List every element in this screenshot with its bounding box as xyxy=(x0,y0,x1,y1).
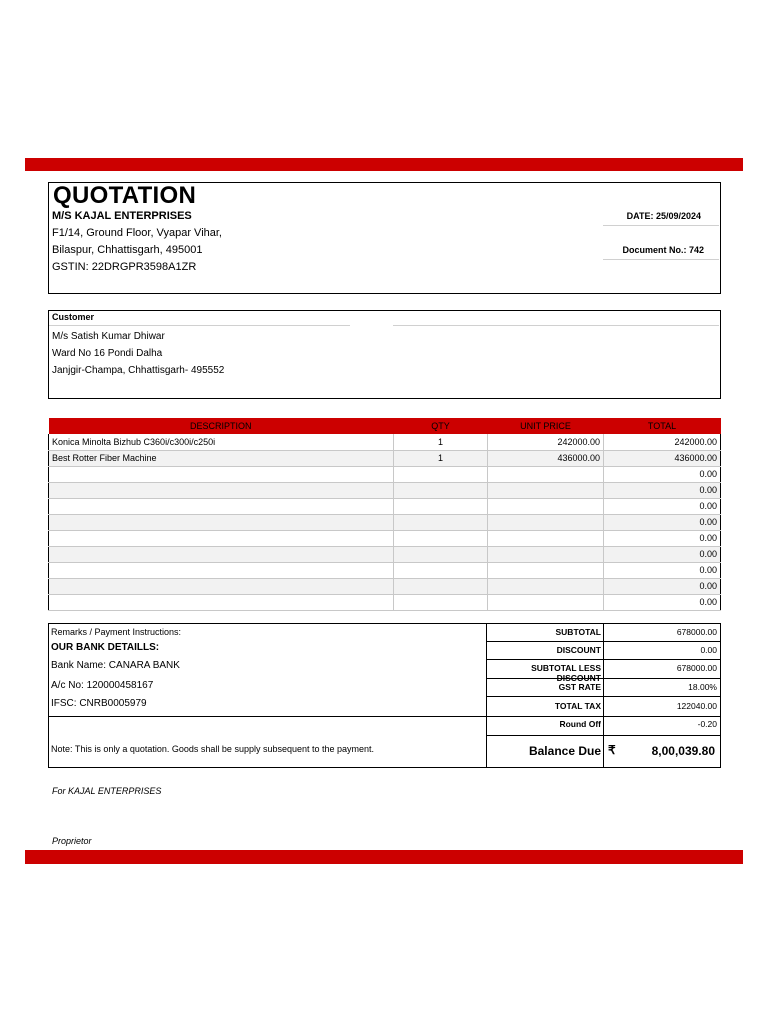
item-qty xyxy=(394,562,488,578)
customer-heading: Customer xyxy=(52,312,95,322)
discount-value: 0.00 xyxy=(603,641,721,660)
item-unit-price xyxy=(488,546,604,562)
remarks-heading: Remarks / Payment Instructions: xyxy=(51,627,182,637)
bank-account-number: A/c No: 120000458167 xyxy=(51,680,154,691)
balance-due-label: Balance Due xyxy=(528,744,601,758)
remarks-divider xyxy=(49,716,486,717)
col-qty-header: QTY xyxy=(394,418,488,434)
item-total: 0.00 xyxy=(604,482,721,498)
item-unit-price xyxy=(488,498,604,514)
item-description xyxy=(49,594,394,610)
item-description xyxy=(49,514,394,530)
item-qty xyxy=(394,498,488,514)
item-total: 0.00 xyxy=(604,466,721,482)
table-row xyxy=(49,594,721,610)
customer-heading-rule xyxy=(49,325,350,326)
top-accent-bar xyxy=(25,158,743,171)
item-qty xyxy=(394,546,488,562)
customer-heading-rule-right xyxy=(393,325,719,326)
table-row xyxy=(49,578,721,594)
table-row xyxy=(49,482,721,498)
quotation-date: DATE: 25/09/2024 xyxy=(626,211,701,221)
item-qty xyxy=(394,530,488,546)
item-qty: 1 xyxy=(394,434,488,450)
customer-address-line1: Ward No 16 Pondi Dalha xyxy=(52,348,163,359)
bank-details-title: OUR BANK DETAILLS: xyxy=(51,642,160,653)
item-description xyxy=(49,530,394,546)
item-unit-price xyxy=(488,562,604,578)
item-description xyxy=(49,498,394,514)
col-unit-price-header: UNIT PRICE xyxy=(488,418,604,434)
table-row xyxy=(49,434,721,450)
item-qty xyxy=(394,466,488,482)
table-row xyxy=(49,514,721,530)
page-title: QUOTATION xyxy=(53,182,197,209)
round-off-value: -0.20 xyxy=(603,716,721,736)
docno-underline xyxy=(603,259,719,260)
company-name: M/S KAJAL ENTERPRISES xyxy=(52,210,192,222)
total-tax-label: TOTAL TAX xyxy=(486,696,604,717)
company-address-line2: Bilaspur, Chhattisgarh, 495001 xyxy=(52,244,203,256)
items-table xyxy=(48,418,721,611)
total-tax-value: 122040.00 xyxy=(603,696,721,717)
table-row xyxy=(49,530,721,546)
table-row xyxy=(49,562,721,578)
item-description xyxy=(49,578,394,594)
item-unit-price: 242000.00 xyxy=(488,434,604,450)
subtotal-value: 678000.00 xyxy=(603,623,721,642)
gst-rate-label: GST RATE xyxy=(486,678,604,697)
table-row xyxy=(49,546,721,562)
bank-name: Bank Name: CANARA BANK xyxy=(51,660,180,671)
subtotal-less-discount-value: 678000.00 xyxy=(603,659,721,679)
customer-address-line2: Janjgir-Champa, Chhattisgarh- 495552 xyxy=(52,365,225,376)
item-qty xyxy=(394,514,488,530)
bank-ifsc: IFSC: CNRB0005979 xyxy=(51,698,147,709)
item-description xyxy=(49,466,394,482)
company-address-line1: F1/14, Ground Floor, Vyapar Vihar, xyxy=(52,227,222,239)
item-total: 0.00 xyxy=(604,562,721,578)
item-total: 0.00 xyxy=(604,578,721,594)
document-number: Document No.: 742 xyxy=(622,245,704,255)
table-row xyxy=(49,498,721,514)
item-unit-price: 436000.00 xyxy=(488,450,604,466)
item-qty: 1 xyxy=(394,450,488,466)
balance-value-cell xyxy=(603,735,721,768)
subtotal-label: SUBTOTAL xyxy=(486,623,604,642)
gst-rate-value: 18.00% xyxy=(603,678,721,697)
col-description-header: DESCRIPTION xyxy=(49,418,394,434)
customer-name: M/s Satish Kumar Dhiwar xyxy=(52,331,165,342)
item-qty xyxy=(394,594,488,610)
item-total: 436000.00 xyxy=(604,450,721,466)
balance-label-cell xyxy=(486,735,604,768)
item-unit-price xyxy=(488,466,604,482)
discount-label: DISCOUNT xyxy=(486,641,604,660)
item-description: Best Rotter Fiber Machine xyxy=(49,450,394,466)
item-total: 0.00 xyxy=(604,498,721,514)
item-description xyxy=(49,562,394,578)
item-total: 0.00 xyxy=(604,530,721,546)
company-gstin: GSTIN: 22DRGPR3598A1ZR xyxy=(52,261,197,273)
item-qty xyxy=(394,578,488,594)
table-row xyxy=(49,466,721,482)
item-unit-price xyxy=(488,482,604,498)
col-total-header: TOTAL xyxy=(604,418,721,434)
item-unit-price xyxy=(488,578,604,594)
item-total: 0.00 xyxy=(604,514,721,530)
item-total: 242000.00 xyxy=(604,434,721,450)
subtotal-less-discount-label: SUBTOTAL LESS DISCOUNT xyxy=(486,659,604,679)
item-total: 0.00 xyxy=(604,546,721,562)
signature-for: For KAJAL ENTERPRISES xyxy=(52,786,162,796)
item-unit-price xyxy=(488,514,604,530)
table-row xyxy=(49,450,721,466)
item-unit-price xyxy=(488,594,604,610)
bottom-accent-bar xyxy=(25,850,743,864)
item-description: Konica Minolta Bizhub C360i/c300i/c250i xyxy=(49,434,394,450)
item-description xyxy=(49,482,394,498)
quotation-note: Note: This is only a quotation. Goods shall be supply subsequent to the payment. xyxy=(51,744,375,754)
item-description xyxy=(49,546,394,562)
date-underline xyxy=(603,225,719,226)
rupee-icon: ₹ xyxy=(608,743,616,757)
item-unit-price xyxy=(488,530,604,546)
item-qty xyxy=(394,482,488,498)
item-total: 0.00 xyxy=(604,594,721,610)
balance-due-value: 8,00,039.80 xyxy=(651,744,715,758)
round-off-label: Round Off xyxy=(486,716,604,736)
items-header-row xyxy=(49,418,721,434)
signature-proprietor: Proprietor xyxy=(52,836,92,846)
